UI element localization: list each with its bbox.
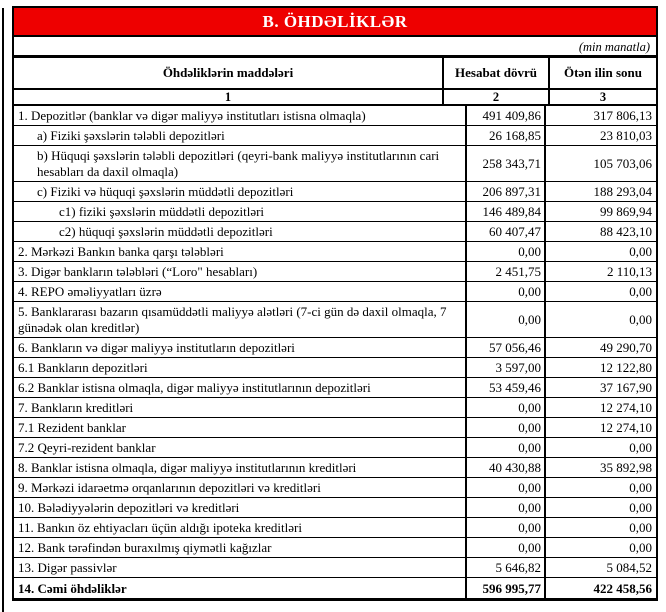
column-number-2: 2 xyxy=(444,90,550,104)
row-label: 3. Digər bankların tələbləri (“Loro" hesabları) xyxy=(14,262,467,281)
row-label: 1. Depozitlər (banklar və digər maliyyə institutları istisna olmaqla) xyxy=(14,106,467,125)
row-current: 0,00 xyxy=(467,518,546,537)
table-row xyxy=(14,302,656,338)
row-current: 0,00 xyxy=(467,242,546,261)
row-current: 3 597,00 xyxy=(467,358,546,377)
row-current: 491 409,86 xyxy=(467,106,546,125)
table-row xyxy=(14,498,656,518)
row-label: 14. Cəmi öhdəliklər xyxy=(14,578,467,598)
row-current: 0,00 xyxy=(467,498,546,517)
row-current: 5 646,82 xyxy=(467,558,546,577)
row-previous: 0,00 xyxy=(629,312,652,327)
row-label: 8. Banklar istisna olmaqla, digər maliyyə institutlarının kreditləri xyxy=(14,458,467,477)
row-label: 11. Bankın öz ehtiyacları üçün aldığı ipoteka kreditləri xyxy=(14,518,467,537)
row-label: 6.1 Bankların depozitləri xyxy=(14,358,467,377)
row-label: 7. Bankların kreditləri xyxy=(14,398,467,417)
section-title-bar xyxy=(14,8,656,37)
column-number-1: 1 xyxy=(14,90,444,104)
table-row xyxy=(14,182,656,202)
row-current: 0,00 xyxy=(467,282,546,301)
row-previous: 105 703,06 xyxy=(593,156,652,171)
table-row xyxy=(14,338,656,358)
row-current: 26 168,85 xyxy=(467,126,546,145)
row-label: c1) fiziki şəxslərin müddətli depozitləri xyxy=(14,202,467,221)
column-header-current: Hesabat dövrü xyxy=(444,58,550,88)
column-header-row xyxy=(14,58,656,90)
row-label: 13. Digər passivlər xyxy=(14,558,467,577)
row-previous: 12 274,10 xyxy=(600,420,652,435)
row-current: 146 489,84 xyxy=(467,202,546,221)
row-label: 6. Bankların və digər maliyyə institutların depozitləri xyxy=(14,338,467,357)
row-current: 0,00 xyxy=(467,418,546,437)
liabilities-table xyxy=(12,6,658,601)
row-label: a) Fiziki şəxslərin tələbli depozitləri xyxy=(14,126,467,145)
table-row xyxy=(14,478,656,498)
row-label: 6.2 Banklar istisna olmaqla, digər maliyyə institutlarının depozitləri xyxy=(14,378,467,397)
table-body xyxy=(14,106,656,598)
row-current: 2 451,75 xyxy=(467,262,546,281)
row-previous: 35 892,98 xyxy=(600,460,652,475)
row-label: 4. REPO əməliyyatları üzrə xyxy=(14,282,467,301)
table-row xyxy=(14,262,656,282)
row-current: 0,00 xyxy=(467,438,546,457)
row-previous: 422 458,56 xyxy=(593,580,652,596)
row-current: 596 995,77 xyxy=(467,578,546,598)
row-previous: 0,00 xyxy=(629,520,652,535)
row-previous: 12 274,10 xyxy=(600,400,652,415)
row-label: 2. Mərkəzi Bankın banka qarşı tələbləri xyxy=(14,242,467,261)
row-current: 206 897,31 xyxy=(467,182,546,201)
row-previous: 23 810,03 xyxy=(600,128,652,143)
row-label: 10. Bələdiyyələrin depozitləri və kreditləri xyxy=(14,498,467,517)
row-previous: 2 110,13 xyxy=(606,264,652,279)
row-previous: 0,00 xyxy=(629,284,652,299)
row-previous: 12 122,80 xyxy=(600,360,652,375)
row-previous: 49 290,70 xyxy=(600,340,652,355)
table-row xyxy=(14,222,656,242)
row-current: 53 459,46 xyxy=(467,378,546,397)
row-current: 60 407,47 xyxy=(467,222,546,241)
table-row xyxy=(14,558,656,578)
table-row xyxy=(14,458,656,478)
table-row xyxy=(14,578,656,598)
row-label: c) Fiziki və hüquqi şəxslərin müddətli depozitləri xyxy=(14,182,467,201)
column-number-3: 3 xyxy=(599,90,607,104)
row-label: 12. Bank tərəfindən buraxılmış qiymətli kağızlar xyxy=(14,538,467,557)
page-edge-line xyxy=(2,8,4,612)
table-row xyxy=(14,398,656,418)
table-row xyxy=(14,126,656,146)
table-row xyxy=(14,146,656,182)
row-previous: 88 423,10 xyxy=(600,224,652,239)
table-row xyxy=(14,282,656,302)
section-title: B. ÖHDƏLİKLƏR xyxy=(262,12,408,31)
table-row xyxy=(14,242,656,262)
row-previous: 317 806,13 xyxy=(593,108,652,123)
row-current: 0,00 xyxy=(467,538,546,557)
row-previous: 0,00 xyxy=(629,480,652,495)
table-row xyxy=(14,358,656,378)
row-previous: 99 869,94 xyxy=(600,204,652,219)
row-label: 9. Mərkəzi idarəetmə orqanlarının depozitləri və kreditləri xyxy=(14,478,467,497)
row-current: 0,00 xyxy=(467,398,546,417)
row-label: 7.2 Qeyri-rezident banklar xyxy=(14,438,467,457)
unit-note: (min manatla) xyxy=(578,40,650,54)
row-previous: 0,00 xyxy=(629,440,652,455)
row-previous: 0,00 xyxy=(629,500,652,515)
table-row xyxy=(14,106,656,126)
table-row xyxy=(14,438,656,458)
row-previous: 5 084,52 xyxy=(606,560,652,575)
column-header-previous: Ötən ilin sonu xyxy=(563,65,643,81)
row-label: 7.1 Rezident banklar xyxy=(14,418,467,437)
row-current: 258 343,71 xyxy=(467,146,546,181)
row-label: c2) hüquqi şəxslərin müddətli depozitləri xyxy=(14,222,467,241)
row-label: b) Hüquqi şəxslərin tələbli depozitləri (qeyri-bank maliyyə institutlarının cari hesabları da daxil olmaqla) xyxy=(14,146,467,181)
table-row xyxy=(14,418,656,438)
row-current: 0,00 xyxy=(467,478,546,497)
table-row xyxy=(14,202,656,222)
unit-note-row xyxy=(14,37,656,58)
column-header-items: Öhdəliklərin maddələri xyxy=(14,58,444,88)
row-current: 57 056,46 xyxy=(467,338,546,357)
column-number-row xyxy=(14,90,656,106)
table-row xyxy=(14,538,656,558)
table-row xyxy=(14,378,656,398)
row-label: 5. Banklararası bazarın qısamüddətli maliyyə alətləri (7-ci gün də daxil olmaqla, 7 günədək olan kreditlər) xyxy=(14,302,467,337)
row-previous: 0,00 xyxy=(629,244,652,259)
row-current: 0,00 xyxy=(467,302,546,337)
row-current: 40 430,88 xyxy=(467,458,546,477)
row-previous: 188 293,04 xyxy=(593,184,652,199)
row-previous: 37 167,90 xyxy=(600,380,652,395)
row-previous: 0,00 xyxy=(629,540,652,555)
table-row xyxy=(14,518,656,538)
